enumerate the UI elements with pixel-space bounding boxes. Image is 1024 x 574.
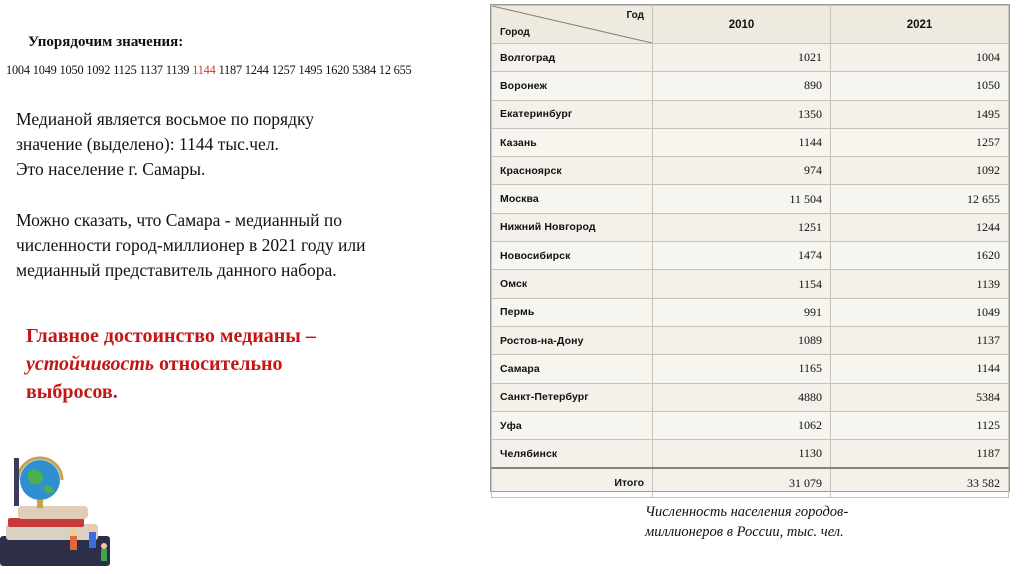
value-2021-cell: 1495 xyxy=(831,100,1009,128)
city-cell: Красноярск xyxy=(492,157,653,185)
median-explanation-line: Медианой является восьмое по порядку xyxy=(16,109,315,129)
city-cell: Пермь xyxy=(492,298,653,326)
city-cell: Уфа xyxy=(492,411,653,439)
total-2010: 31 079 xyxy=(653,468,831,497)
total-row xyxy=(492,468,1009,497)
table-row xyxy=(492,242,1009,270)
year-header-2010: 2010 xyxy=(653,6,831,44)
sorted-value: 1495 xyxy=(298,63,323,77)
samara-note-line: Можно сказать, что Самара - медианный по xyxy=(16,210,342,230)
city-cell: Екатеринбург xyxy=(492,100,653,128)
value-2010-cell: 1144 xyxy=(653,128,831,156)
table-caption-line: миллионеров в России, тыс. чел. xyxy=(645,524,844,540)
value-2021-cell: 1050 xyxy=(831,72,1009,100)
sorted-value: 1137 xyxy=(139,63,163,77)
table-row xyxy=(492,383,1009,411)
population-table-frame xyxy=(490,4,1010,492)
year-header-2021: 2021 xyxy=(831,6,1009,44)
value-2021-cell: 1257 xyxy=(831,128,1009,156)
city-cell: Омск xyxy=(492,270,653,298)
value-2021-cell: 1139 xyxy=(831,270,1009,298)
table-row xyxy=(492,157,1009,185)
value-2010-cell: 1154 xyxy=(653,270,831,298)
sorted-value: 1049 xyxy=(32,63,57,77)
city-cell: Ростов-на-Дону xyxy=(492,326,653,354)
value-2010-cell: 1251 xyxy=(653,213,831,241)
sorted-value: 1257 xyxy=(271,63,296,77)
sorted-value: 1139 xyxy=(165,63,190,77)
globe-books-icon xyxy=(0,428,120,574)
sorted-value: 12 655 xyxy=(378,63,412,77)
city-cell: Казань xyxy=(492,128,653,156)
sorted-value: 1092 xyxy=(86,63,111,77)
city-cell: Санкт-Петербург xyxy=(492,383,653,411)
city-cell: Воронеж xyxy=(492,72,653,100)
city-cell: Нижний Новгород xyxy=(492,213,653,241)
value-2021-cell: 1092 xyxy=(831,157,1009,185)
median-advantage-rest: относительно xyxy=(154,353,283,375)
table-row xyxy=(492,185,1009,213)
total-label: Итого xyxy=(492,468,653,497)
sorted-values xyxy=(6,63,484,78)
city-cell: Самара xyxy=(492,355,653,383)
value-2021-cell: 1244 xyxy=(831,213,1009,241)
table-row xyxy=(492,270,1009,298)
city-cell: Волгоград xyxy=(492,44,653,72)
value-2010-cell: 1130 xyxy=(653,440,831,469)
value-2010-cell: 1062 xyxy=(653,411,831,439)
value-2021-cell: 1187 xyxy=(831,440,1009,469)
value-2010-cell: 1165 xyxy=(653,355,831,383)
median-value: 1144 xyxy=(192,63,216,77)
sorted-value: 1187 xyxy=(218,63,242,77)
table-row xyxy=(492,213,1009,241)
value-2021-cell: 5384 xyxy=(831,383,1009,411)
corner-header xyxy=(492,6,653,44)
sorted-value: 1125 xyxy=(113,63,137,77)
table-header-row xyxy=(492,6,1009,44)
samara-note xyxy=(16,208,466,283)
sorted-value: 1620 xyxy=(325,63,350,77)
table-row xyxy=(492,326,1009,354)
city-cell: Челябинск xyxy=(492,440,653,469)
city-corner-label: Город xyxy=(500,27,530,38)
value-2010-cell: 4880 xyxy=(653,383,831,411)
value-2021-cell: 1049 xyxy=(831,298,1009,326)
table-row xyxy=(492,44,1009,72)
table-body xyxy=(492,44,1009,469)
total-2021: 33 582 xyxy=(831,468,1009,497)
value-2010-cell: 1350 xyxy=(653,100,831,128)
value-2021-cell: 1144 xyxy=(831,355,1009,383)
value-2021-cell: 1620 xyxy=(831,242,1009,270)
value-2010-cell: 1474 xyxy=(653,242,831,270)
value-2010-cell: 991 xyxy=(653,298,831,326)
city-cell: Новосибирск xyxy=(492,242,653,270)
stability-word: устойчивость xyxy=(26,353,155,375)
samara-note-line: численности город-миллионер в 2021 году или xyxy=(16,235,366,255)
table-row xyxy=(492,128,1009,156)
table-row xyxy=(492,411,1009,439)
sorted-value: 1004 xyxy=(6,63,30,77)
value-2021-cell: 1004 xyxy=(831,44,1009,72)
sorted-value: 5384 xyxy=(352,63,376,77)
value-2021-cell: 1137 xyxy=(831,326,1009,354)
year-corner-label: Год xyxy=(626,10,644,21)
median-advantage-line xyxy=(26,350,426,378)
heading: Упорядочим значения: xyxy=(28,34,184,50)
table-caption xyxy=(645,502,945,542)
table-row xyxy=(492,72,1009,100)
table-row xyxy=(492,440,1009,469)
city-cell: Москва xyxy=(492,185,653,213)
table-caption-line: Численность населения городов- xyxy=(645,504,849,520)
sorted-value: 1244 xyxy=(244,63,269,77)
samara-note-line: медианный представитель данного набора. xyxy=(16,260,337,280)
median-advantage xyxy=(26,322,426,406)
median-explanation xyxy=(16,107,456,182)
median-explanation-line: значение (выделено): 1144 тыс.чел. xyxy=(16,134,279,154)
value-2010-cell: 974 xyxy=(653,157,831,185)
value-2021-cell: 1125 xyxy=(831,411,1009,439)
sorted-value: 1050 xyxy=(59,63,84,77)
table-row xyxy=(492,100,1009,128)
median-advantage-line: выбросов. xyxy=(26,381,118,403)
value-2010-cell: 11 504 xyxy=(653,185,831,213)
table-row xyxy=(492,298,1009,326)
population-table xyxy=(491,5,1009,498)
median-explanation-line: Это население г. Самары. xyxy=(16,159,206,179)
median-advantage-line: Главное достоинство медианы – xyxy=(26,325,316,347)
value-2010-cell: 890 xyxy=(653,72,831,100)
value-2010-cell: 1021 xyxy=(653,44,831,72)
value-2010-cell: 1089 xyxy=(653,326,831,354)
value-2021-cell: 12 655 xyxy=(831,185,1009,213)
table-row xyxy=(492,355,1009,383)
